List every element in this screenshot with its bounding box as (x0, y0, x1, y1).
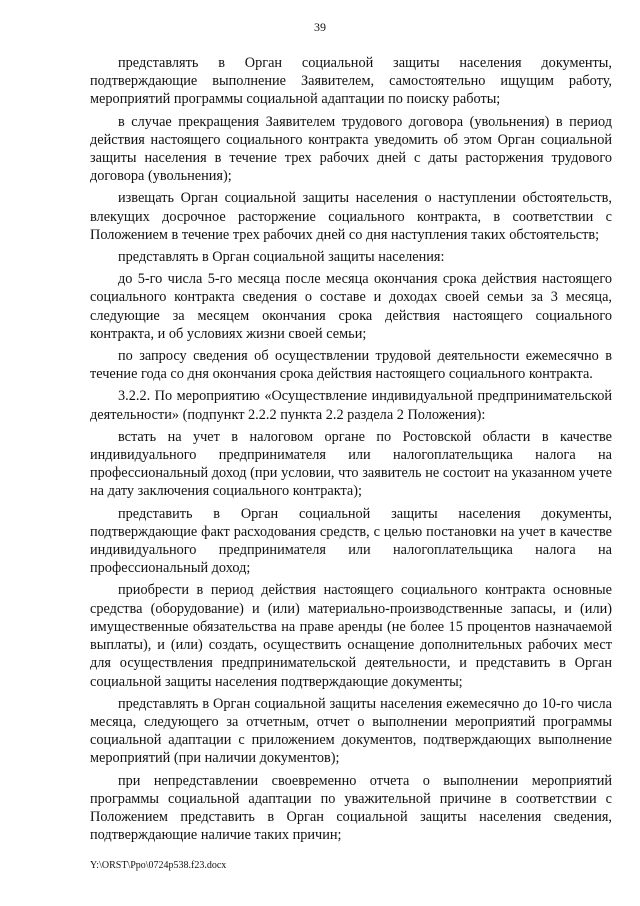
file-path-footer: Y:\ORST\Ppo\0724p538.f23.docx (90, 860, 227, 871)
paragraph: при непредставлении своевременно отчета о выполнении мероприятий программы социальной адаптации по уважительной причине в соответствии с Положением представить в Орган социальной защиты населения сведения, подтверждающие наличие таких причин; (90, 772, 612, 844)
paragraph: извещать Орган социальной защиты населения о наступлении обстоятельств, влекущих досрочное расторжение социального контракта, в соответствии с Положением в течение трех рабочих дней со дня наступления таких обстоятельств; (90, 190, 612, 243)
paragraph: до 5-го числа 5-го месяца после месяца окончания срока действия настоящего социального контракта сведения о составе и доходах своей семьи за 3 месяца, следующие за месяцем окончания срока действия настоящего социального контракта, и об условиях жизни своей семьи; (90, 271, 612, 342)
paragraph: 3.2.2. По мероприятию «Осуществление индивидуальной предпринимательской деятельности» (подпункт 2.2.2 пункта 2.2 раздела 2 Положения): (90, 388, 612, 423)
paragraph: по запросу сведения об осуществлении трудовой деятельности ежемесячно в течение года со дня окончания срока действия настоящего социального контракта. (90, 348, 612, 383)
page-number: 39 (314, 20, 326, 34)
paragraph: приобрести в период действия настоящего социального контракта основные средства (оборудование) и (или) материально-производственные запасы, и (или) имущественные обязательства на праве аренды (не более 15 процентов назначаемой выплаты), и (или) создать, осуществить оснащение дополнительных рабочих мест для осуществления предпринимательской деятельности, и представить в Орган социальной защиты населения подтверждающие документы; (90, 582, 612, 690)
paragraph: представлять в Орган социальной защиты населения: (118, 249, 445, 266)
paragraph: в случае прекращения Заявителем трудового договора (увольнения) в период действия настоящего социального контракта уведомить об этом Орган социальной защиты населения в течение трех рабочих дней с даты расторжения трудового договора (увольнения); (90, 113, 612, 185)
paragraph: представлять в Орган социальной защиты населения ежемесячно до 10-го числа месяца, следующего за отчетным, отчет о выполнении мероприятий программы социальной адаптации с приложением документов, подтверждающих выполнение мероприятий (при наличии документов); (90, 695, 612, 767)
paragraph: представлять в Орган социальной защиты населения документы, подтверждающие выполнение Заявителем, самостоятельно ищущим работу, мероприятий программы социальной адаптации по поиску работы; (90, 55, 612, 108)
document-body (90, 54, 612, 848)
paragraph: встать на учет в налоговом органе по Ростовской области в качестве индивидуального предпринимателя или налогоплательщика налога на профессиональный доход (при условии, что заявитель не состоит на указанном учете на дату заключения социального контракта); (90, 428, 612, 500)
paragraph: представить в Орган социальной защиты населения документы, подтверждающие факт расходования средств, с целью постановки на учет в качестве индивидуального предпринимателя или налогоплательщика налога на профессиональный доход; (90, 505, 612, 577)
